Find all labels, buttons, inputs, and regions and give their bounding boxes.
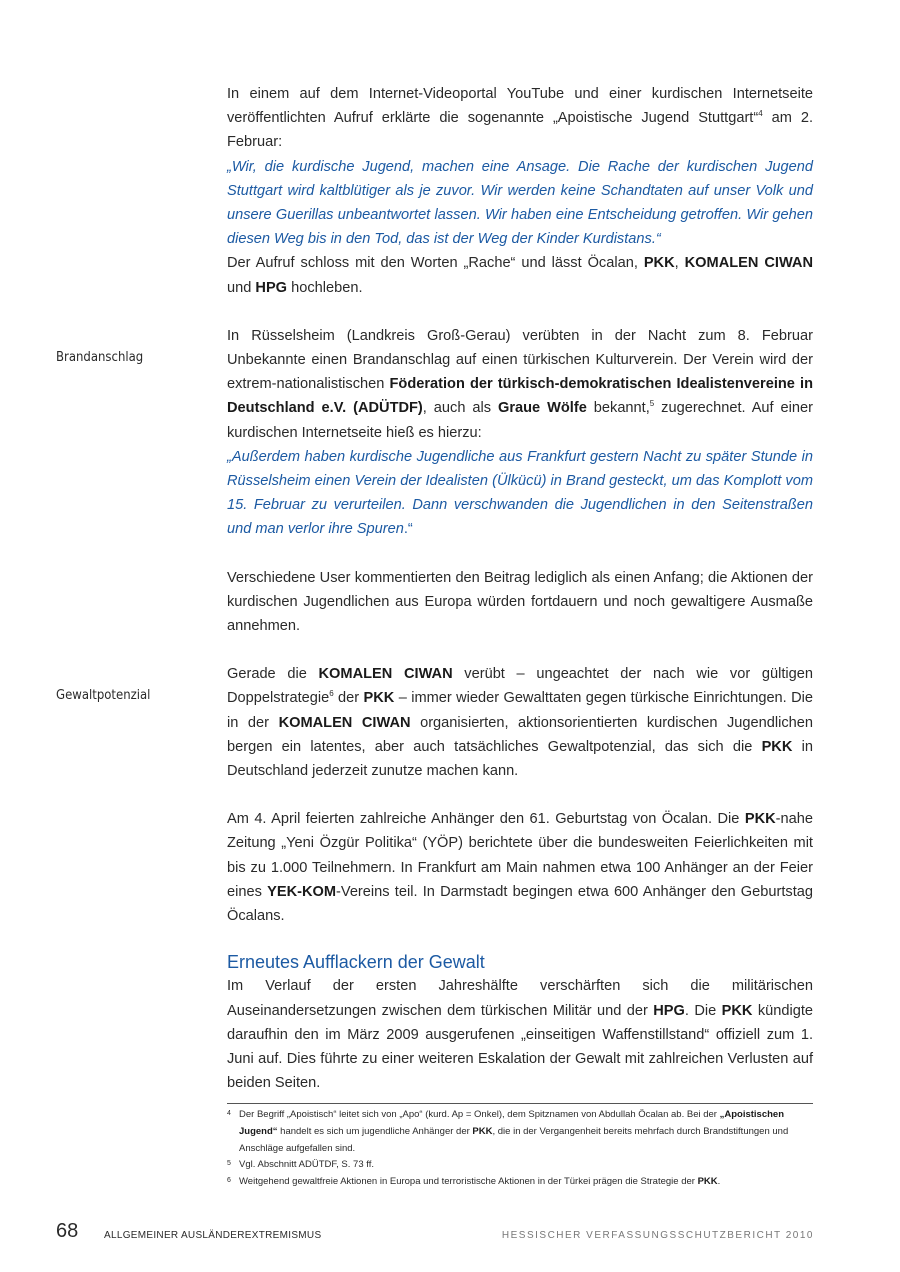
main-text xyxy=(227,82,813,1095)
paragraph-intro: In einem auf dem Internet-Videoportal YouTube und einer kurdischen Internetseite veröffentlichten Aufruf erklärte die sogenannte „Apoistische Jugend Stuttgart“$^4$ am 2. Februar: xyxy=(227,86,813,151)
quote-ruesselsheim: „Außerdem haben kurdische Jugendliche aus Frankfurt gestern Nacht zu später Stunde in Rüsselsheim einen Verein der Idealisten (Ülkücü) in Brand gesteckt, um das Komplott vom 15. Februar zu verurteilen. Dann verschwanden die Jugendlichen in den Seitenstraßen und man verlor ihre Spuren.“ xyxy=(227,448,813,538)
report-title: HESSISCHER VERFASSUNGSSCHUTZBERICHT 2010 xyxy=(501,1230,814,1241)
section-title: ALLGEMEINER AUSLÄNDEREXTREMISMUS xyxy=(104,1230,322,1241)
footnote-5: 5 Vgl. Abschnitt ADÜTDF, S. 73 ff. xyxy=(227,1159,374,1171)
paragraph-brandanschlag: In Rüsselsheim (Landkreis Groß-Gerau) verübten in der Nacht zum 8. Februar Unbekannte einen Brandanschlag auf einen türkischen Kulturverein. Der Verein wird der extrem-nationalistischen Föderation der türkisch-demokratischen Idealistenvereine in Deutschland e.V. (ADÜTDF), auch als Graue Wölfe bekannt,$^5$ zugerechnet. Auf einer kurdischen Internetseite hieß es hierzu: xyxy=(227,327,813,441)
section-heading: Erneutes Aufflackern der Gewalt xyxy=(227,952,485,973)
paragraph-gewaltpotenzial: Gerade die KOMALEN CIWAN verübt – ungeachtet der nach wie vor gültigen Doppelstrategie$^6$ der PKK – immer wieder Gewalttaten gegen türkische Einrichtungen. Die in der KOMALEN CIWAN organisierten, aktionsorientierten kurdischen Jugendlichen bergen ein latentes, aber auch tatsächliches Gewaltpotenzial, das sich die PKK in Deutschland jederzeit zunutze machen kann. xyxy=(227,666,813,780)
page-number: 68 xyxy=(56,1220,79,1242)
footnote-4: 4 Der Begriff „Apoistisch“ leitet sich von „Apo“ (kurd. Ap = Onkel), dem Spitznamen von Abdullah Öcalan ab. Bei der „Apoistischen Jugend“ handelt es sich um jugendliche Anhänger der PKK, die in der Vergangenheit bereits mehrfach durch Brandstiftungen und Anschläge aufgefallen sind. xyxy=(227,1109,789,1154)
margin-label-gewaltpotenzial: Gewaltpotenzial xyxy=(56,688,151,703)
margin-label-brandanschlag: Brandanschlag xyxy=(56,350,144,365)
paragraph-user-kommentare: Verschiedene User kommentierten den Beitrag lediglich als einen Anfang; die Aktionen der kurdischen Jugendlichen aus Europa würden fortdauern und noch gewaltigere Ausmaße annehmen. xyxy=(227,569,813,635)
paragraph-eskalation: Im Verlauf der ersten Jahreshälfte verschärften sich die militärischen Auseinandersetzungen zwischen dem türkischen Militär und der HPG. Die PKK kündigte daraufhin den im März 2009 ausgerufenen „einseitigen Waffenstillstand“ offiziell zum 1. Juni auf. Dies führte zu einer weiteren Eskalation der Gewalt mit zahlreichen Verlusten auf beiden Seiten. xyxy=(227,978,813,1092)
paragraph-aufruf-schluss: Der Aufruf schloss mit den Worten „Rache“ und lässt Öcalan, PKK, KOMALEN CIWAN und HPG hochleben. xyxy=(227,255,813,296)
quote-apoistische-jugend: „Wir, die kurdische Jugend, machen eine Ansage. Die Rache der kurdischen Jugend Stuttgart wird kaltblütiger als je zuvor. Wir werden keine Schandtaten auf unser Volk und unsere Guerillas unbeantwortet lassen. Wir haben eine Entscheidung getroffen. Wir gehen diesen Weg bis in den Tod, das ist der Weg der Kinder Kurdistans.“ xyxy=(227,158,813,248)
page-footer xyxy=(56,1220,814,1250)
paragraph-geburtstag: Am 4. April feierten zahlreiche Anhänger den 61. Geburtstag von Öcalan. Die PKK-nahe Zeitung „Yeni Özgür Politika“ (YÖP) berichtete über die bundesweiten Feierlichkeiten mit bis zu 1.000 Teilnehmern. In Frankfurt am Main nahmen etwa 100 Anhänger an der Feier eines YEK-KOM-Vereins teil. In Darmstadt begingen etwa 600 Anhänger den Geburtstag Öcalans. xyxy=(227,811,813,925)
footnotes xyxy=(227,1103,813,1191)
footnote-6: 6 Weitgehend gewaltfreie Aktionen in Europa und terroristische Aktionen in der Türkei prägen die Strategie der PKK. xyxy=(227,1176,721,1188)
